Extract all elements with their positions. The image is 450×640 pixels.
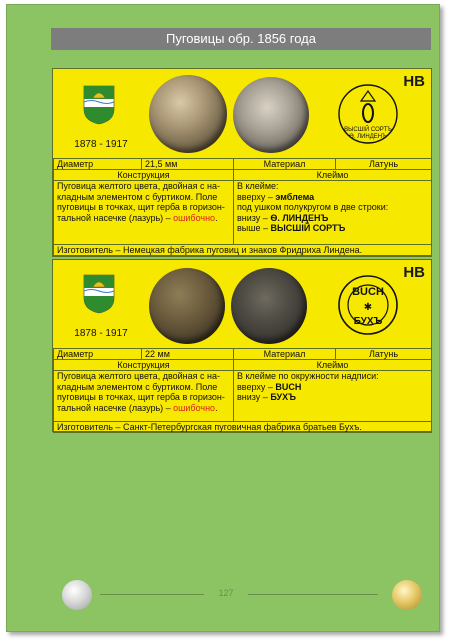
code-badge: НВ [403, 264, 425, 281]
footer-divider-right [248, 594, 378, 595]
maker-stamp-icon [337, 274, 399, 336]
maker-line: Изготовитель – Санкт-Петербургская пуговичная фабрика братьев Бухъ. [54, 422, 432, 433]
construction-header: Конструкция [54, 170, 234, 181]
stamp-text-bottom: БУХЪ [353, 316, 383, 327]
svg-text:✱: ✱ [363, 302, 373, 313]
code-badge: НВ [403, 73, 425, 90]
maker-line: Изготовитель – Немецкая фабрика пуговиц и знаков Фридриха Линдена. [54, 245, 432, 256]
button-back-photo [231, 268, 307, 344]
coat-of-arms-icon [83, 274, 115, 314]
mark-text: В клейме: вверху – эмблема под ушком полукругом в две строки: внизу – Ѳ. ЛИНДЕНЪ выше – ВЫСШIЙ СОРТЪ [234, 181, 432, 245]
stamp-text-top: BUCH [352, 286, 384, 298]
image-zone [53, 260, 431, 348]
specs-table [53, 158, 432, 256]
diameter-value: 21,5 мм [142, 159, 234, 170]
mark-header: Клеймо [234, 360, 432, 371]
footer-monogram-medal-icon [392, 580, 422, 610]
stamp-text-bottom: Ѳ. ЛИНДЕНЪ [349, 134, 387, 140]
page-number: 127 [218, 588, 234, 598]
mark-header: Клеймо [234, 170, 432, 181]
button-card-2 [52, 259, 432, 432]
construction-text: Пуговица желтого цвета, двойная с на- кладным элементом с буртиком. Поле пуговицы в точках, щит герба в горизон- тальной насечке (лазурь) – ошибочно. [54, 181, 234, 245]
button-front-photo [149, 75, 227, 153]
image-zone [53, 69, 431, 158]
specs-table [53, 348, 432, 433]
years-label: 1878 - 1917 [74, 139, 128, 150]
years-label: 1878 - 1917 [74, 328, 128, 339]
button-card-1 [52, 68, 432, 257]
maker-stamp-icon [337, 83, 399, 145]
material-value: Латунь [336, 349, 432, 360]
coat-of-arms-icon [83, 85, 115, 125]
error-note: ошибочно [173, 212, 216, 223]
footer-divider-left [100, 594, 204, 595]
diameter-label: Диаметр [54, 349, 142, 360]
button-front-photo [149, 268, 225, 344]
construction-header: Конструкция [54, 360, 234, 371]
diameter-label: Диаметр [54, 159, 142, 170]
page-title: Пуговицы обр. 1856 года [51, 28, 431, 50]
footer-eagle-medal-icon [62, 580, 92, 610]
construction-text: Пуговица желтого цвета, двойная с на- кладным элементом с буртиком. Поле пуговицы в точках, щит герба в горизон- тальной насечке (лазурь) – ошибочно. [54, 371, 234, 422]
diameter-value: 22 мм [142, 349, 234, 360]
mark-text: В клейме по окружности надписи: вверху – BUCH внизу – БУХЪ [234, 371, 432, 422]
stamp-text-top: ВЫСШIЙ СОРТЪ [344, 127, 392, 133]
error-note: ошибочно [173, 402, 216, 413]
button-back-photo [233, 77, 309, 153]
material-label: Материал [234, 349, 336, 360]
material-value: Латунь [336, 159, 432, 170]
material-label: Материал [234, 159, 336, 170]
